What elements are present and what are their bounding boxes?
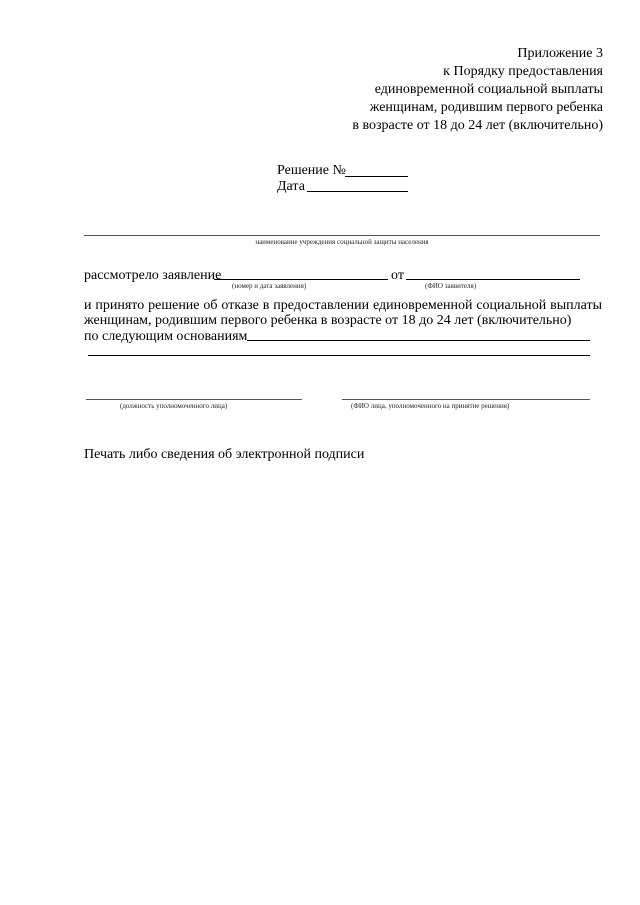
decision-date-label: Дата bbox=[277, 179, 305, 194]
refusal-text-line-2: женщинам, родившим первого ребенка в возрасте от 18 до 24 лет (включительно) bbox=[84, 313, 572, 328]
applicant-name-field[interactable] bbox=[406, 279, 580, 280]
institution-caption: наименование учреждения социальной защиты населения bbox=[255, 238, 429, 246]
institution-name-field[interactable] bbox=[84, 235, 600, 236]
position-caption: (должность уполномоченного лица) bbox=[120, 402, 228, 410]
application-prefix: рассмотрело заявление bbox=[84, 268, 222, 283]
appendix-line-2: к Порядку предоставления bbox=[443, 64, 603, 79]
appendix-line-1: Приложение 3 bbox=[517, 46, 603, 61]
authorized-name-field[interactable] bbox=[342, 399, 590, 400]
application-from-label: от bbox=[391, 268, 404, 283]
seal-text: Печать либо сведения об электронной подписи bbox=[84, 447, 365, 462]
appendix-line-4: женщинам, родившим первого ребенка bbox=[369, 100, 603, 115]
grounds-field-2[interactable] bbox=[88, 355, 590, 356]
appendix-line-3: единовременной социальной выплаты bbox=[374, 82, 603, 97]
grounds-field-1[interactable] bbox=[247, 340, 590, 341]
position-field[interactable] bbox=[86, 399, 302, 400]
application-number-field[interactable] bbox=[214, 279, 388, 280]
grounds-label: по следующим основаниям bbox=[84, 329, 248, 344]
refusal-text-line-1: и принято решение об отказе в предоставлении единовременной социальной выплаты bbox=[84, 298, 602, 313]
decision-number-field[interactable] bbox=[345, 176, 408, 177]
applicant-caption: (ФИО заявителя) bbox=[425, 282, 477, 290]
application-number-caption: (номер и дата заявления) bbox=[232, 282, 307, 290]
appendix-line-5: в возрасте от 18 до 24 лет (включительно) bbox=[352, 118, 603, 133]
decision-number-label: Решение № bbox=[277, 163, 346, 178]
authorized-name-caption: (ФИО лица, уполномоченного на принятие решения) bbox=[351, 402, 510, 410]
decision-date-field[interactable] bbox=[307, 191, 408, 192]
